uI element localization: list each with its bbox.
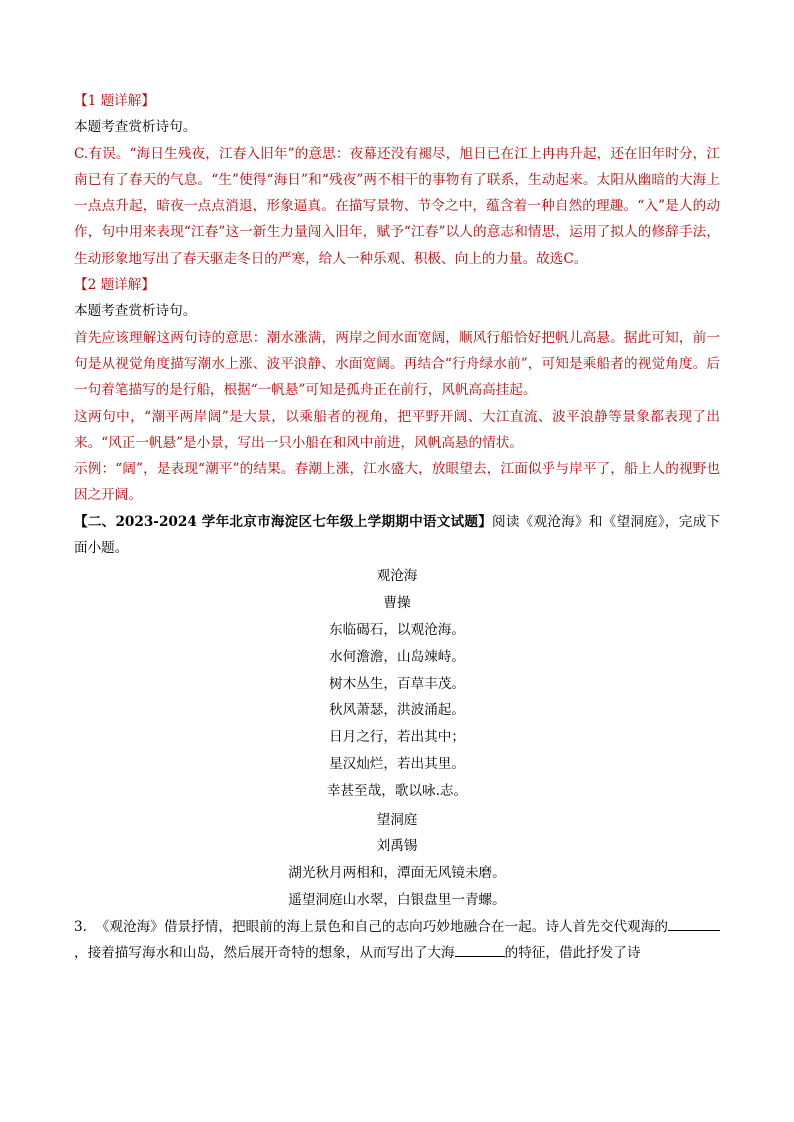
poem1-line: 水何澹澹，山岛竦峙。 bbox=[329, 648, 465, 665]
poem1-line: 树木丛生，百草丰茂。 bbox=[329, 675, 465, 692]
poem1-line: 秋风萧瑟，洪波涌起。 bbox=[329, 702, 465, 719]
q1-answer-paragraph: C.有误。“海日生残夜，江春入旧年”的意思：夜幕还没有褪尽，旭日已在江上冉冉升起，还在旧年时分，江南已有了春天的气息。“生”使得“海日”和“残夜”两不相干的事物有了联系，生动起来。太阳从幽暗的大海上一点点升起，暗夜一点点消退，形象逼真。在描写景物、节令之中，蕴含着一种自然的理趣。“入”是人的动作，句中用来表现“江春”这一新生力量闯入旧年，赋予“江春”以人的意志和情思，运用了拟人的修辞手法，生动形象地写出了春天驱走冬日的严寒，给人一种乐观、积极、向上的力量。故选C。 bbox=[74, 145, 720, 267]
poem-wang-dong-ting bbox=[74, 807, 720, 914]
q3-text-part-2: ，接着描写海水和山岛，然后展开奇特的想象，从而写出了大海 bbox=[74, 945, 455, 961]
document-page bbox=[74, 88, 720, 966]
section-header bbox=[74, 509, 720, 562]
poem-guan-cang-hai bbox=[74, 563, 720, 804]
q1-heading: 【1 题详解】 bbox=[74, 93, 155, 109]
q3-text-part-3: 的特征，借此抒发了诗 bbox=[504, 945, 641, 961]
poem2-line: 湖光秋月两相和，潭面无风镜未磨。 bbox=[288, 865, 506, 882]
q2-heading: 【2 题详解】 bbox=[74, 277, 155, 294]
q2-answer-paragraph-1: 首先应该理解这两句诗的意思：潮水涨满，两岸之间水面宽阔，顺风行船恰好把帆儿高悬。据此可知，前一句是从视觉角度描写潮水上涨、波平浪静、水面宽阔。再结合“行舟绿水前”，可知是乘船者的视觉角度。后一句着笔描写的是行船，根据“一帆悬”可知是孤舟正在前行，风帆高高挂起。 bbox=[74, 329, 720, 399]
q2-answer-paragraph-2: 这两句中，“潮平两岸阔”是大景，以乘船者的视角，把平野开阔、大江直流、波平浪静等景象都表现了出来。“风正一帆悬”是小景，写出一只小船在和风中前进，风帆高悬的情状。 bbox=[74, 408, 720, 451]
poem2-line: 遥望洞庭山水翠，白银盘里一青螺。 bbox=[288, 891, 506, 908]
q3-number: 3. bbox=[74, 918, 87, 935]
poem1-line: 日月之行，若出其中； bbox=[329, 729, 465, 746]
section-title: 【二、2023-2024 学年北京市海淀区七年级上学期期中语文试题】 bbox=[74, 513, 493, 530]
question-3 bbox=[74, 914, 720, 967]
poem2-title: 望洞庭 bbox=[376, 811, 418, 828]
q3-blank-1[interactable] bbox=[668, 916, 720, 931]
poem1-line: 东临碣石，以观沧海。 bbox=[329, 621, 465, 638]
q2-intro: 本题考查赏析诗句。 bbox=[74, 303, 197, 320]
poem1-author: 曹操 bbox=[383, 595, 411, 612]
q3-text-part-1: 《观沧海》借景抒情，把眼前的海上景色和自己的志向巧妙地融合在一起。诗人首先交代观海的 bbox=[95, 918, 668, 935]
q3-blank-2[interactable] bbox=[455, 942, 505, 957]
q1-intro: 本题考查赏析诗句。 bbox=[74, 119, 197, 136]
q2-answer-paragraph-3: 示例：“阔”，是表现“潮平”的结果。春潮上涨，江水盛大，放眼望去，江面似乎与岸平了，船上人的视野也因之开阔。 bbox=[74, 461, 720, 504]
poem1-line: 星汉灿烂，若出其里。 bbox=[329, 755, 465, 772]
poem1-title: 观沧海 bbox=[376, 568, 418, 585]
poem2-author: 刘禹锡 bbox=[376, 838, 418, 855]
section-instruction: 阅读《观沧海》和《望洞庭》，完成下面小题。 bbox=[74, 513, 720, 557]
poem1-line: 幸甚至哉，歌以咏.志。 bbox=[326, 782, 468, 799]
